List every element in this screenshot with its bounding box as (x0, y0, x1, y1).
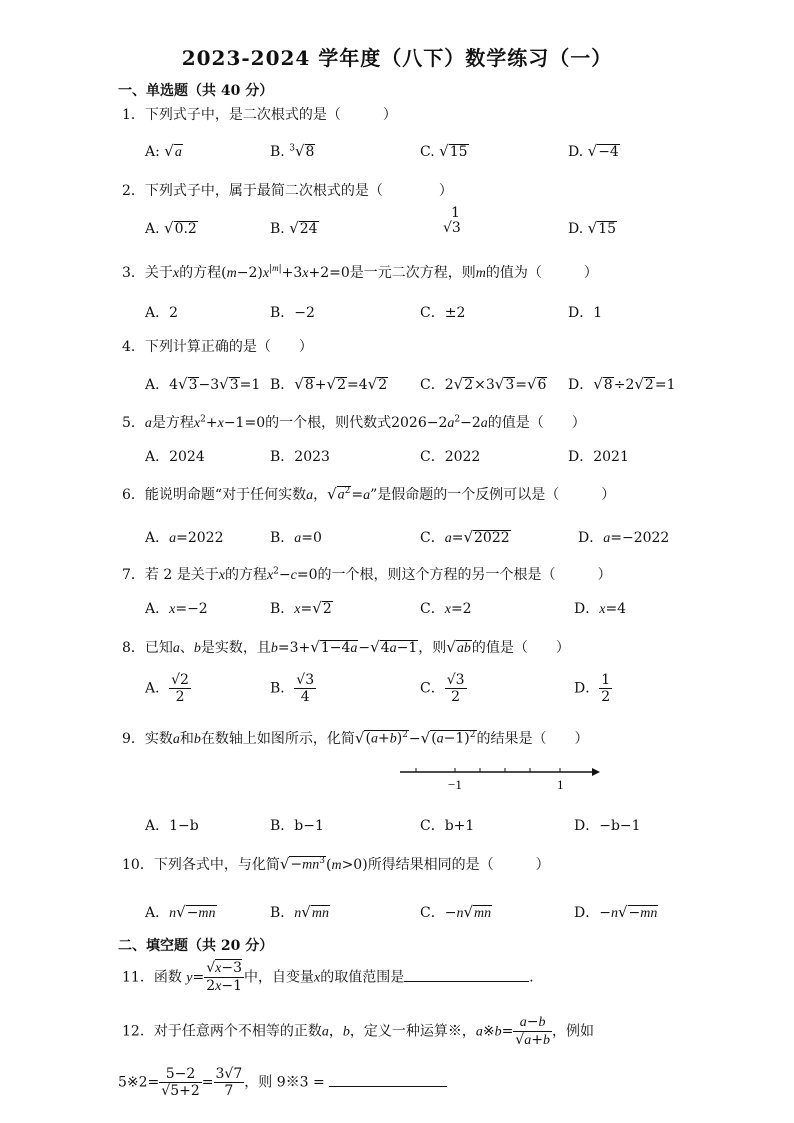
q10-option-a: A．n√−mn (145, 903, 216, 921)
q4-option-b: B．√8+√2=4√2 (270, 375, 388, 393)
q9-option-a: A．1−b (145, 818, 199, 834)
question-1-stem: 1．下列式子中，是二次根式的是（ ） (122, 107, 397, 123)
q9-option-d: D．−b−1 (574, 818, 641, 834)
tick-label-one: 1 (557, 777, 564, 792)
q10-option-b: B．n√mn (270, 903, 329, 921)
q4-option-c: C．2√2×3√3=√6 (420, 375, 547, 393)
q2-option-c: 1 √3 (443, 205, 461, 237)
q8-option-a: A． $\frac{√2}{2}$ (145, 672, 189, 705)
q8-option-d: D． $\frac{1}{2}$ (574, 672, 611, 705)
q3-option-b: B．−2 (270, 305, 315, 321)
q2-option-d: D. √15 (568, 219, 617, 237)
question-12-stem: 12．对于任意两个不相等的正数a，b，定义一种运算※，a※b= $\frac{a-b}{√a+b}$ ，例如 (122, 1014, 594, 1048)
q10-option-d: D．−n√−mn (574, 903, 658, 921)
question-7-stem: 7．若 2 是关于x的方程$x^2-c=0$的一个根，则这个方程的另一个根是（ ） (122, 566, 612, 583)
q3-option-c: C．±2 (420, 305, 466, 321)
q1-option-a: A: √a (145, 142, 182, 160)
section-heading-fill-blank: 二、填空题（共 20 分） (118, 938, 274, 954)
q3-option-a: A．2 (145, 305, 179, 321)
q2-option-b: B. √24 (270, 219, 318, 237)
q5-option-c: C．2022 (420, 449, 481, 465)
q9-option-b: B．b−1 (270, 818, 324, 834)
q2-option-a: A. √0.2 (145, 219, 197, 237)
q5-option-d: D．2021 (568, 449, 629, 465)
question-2-stem: 2．下列式子中，属于最简二次根式的是（ ） (122, 183, 453, 199)
number-line-arrow (592, 768, 600, 776)
question-5-stem: 5．a是方程$x^2+x-1=0$的一个根，则代数式$2026-2a^2-2a$的值是（ ） (122, 414, 586, 431)
q5-option-a: A．2024 (145, 449, 205, 465)
q7-option-d: D．x=4 (574, 601, 627, 617)
question-11-stem: 11．函数 y= $\frac{√x-3}{2x-1}$ 中，自变量x的取值范围是 ． (122, 960, 544, 994)
question-8-stem: 8．已知a、b是实数，且b=3+√1−4a−√4a−1，则√ab的值是（ ） (122, 638, 570, 656)
question-12-example: 5※2= $\frac{5-2}{√5+2}$ = $\frac{3√7}{7}$ ，则 9※3 = (118, 1066, 447, 1099)
q8-option-b: B． $\frac{√3}{4}$ (270, 672, 315, 705)
q6-option-d: D．a=−2022 (578, 530, 670, 546)
q3-option-d: D．1 (568, 305, 603, 321)
question-9-stem: 9．实数a和b在数轴上如图所示，化简$√(a+b)^2-√(a-1)^2$的结果是（ ） (122, 729, 589, 747)
q10-option-c: C．−n√mn (420, 903, 492, 921)
tick-label-minus-one: −1 (448, 777, 462, 792)
q7-option-c: C．x=2 (420, 601, 472, 617)
section-heading-single-choice: 一、单选题（共 40 分） (118, 83, 274, 99)
question-4-stem: 4．下列计算正确的是（ ） (122, 339, 313, 355)
q7-option-b: B．x=√2 (270, 599, 332, 617)
q4-option-a: A．4√3−3√3=1 (145, 375, 261, 393)
q6-option-c: C．a=√2022 (420, 528, 510, 546)
q1-option-d: D. √−4 (568, 142, 619, 160)
number-line-figure (400, 764, 600, 794)
question-3-stem: 3．关于x的方程$(m-2)x^{|m|}+3x+2=0$是一元二次方程，则m的值为（ ） (122, 263, 598, 281)
question-6-stem: 6．能说明命题“对于任何实数a，$√a^2=a$”是假命题的一个反例可以是（ ） (122, 485, 616, 503)
q6-option-b: B．a=0 (270, 530, 322, 546)
q5-option-b: B．2023 (270, 449, 330, 465)
q7-option-a: A．x=−2 (145, 601, 208, 617)
q1-option-c: C. √15 (420, 142, 468, 160)
q8-option-c: C． $\frac{√3}{2}$ (420, 672, 465, 705)
q9-option-c: C．b+1 (420, 818, 475, 834)
q1-option-b: B. $^3$√8 (270, 142, 315, 160)
q4-option-d: D．√8÷2√2=1 (568, 375, 676, 393)
page-title: 2023-2024 学年度（八下）数学练习（一） (181, 46, 613, 70)
q6-option-a: A．a=2022 (145, 530, 224, 546)
question-10-stem: 10．下列各式中，与化简$√-mn^3(m>0)$所得结果相同的是（ ） (122, 855, 550, 873)
